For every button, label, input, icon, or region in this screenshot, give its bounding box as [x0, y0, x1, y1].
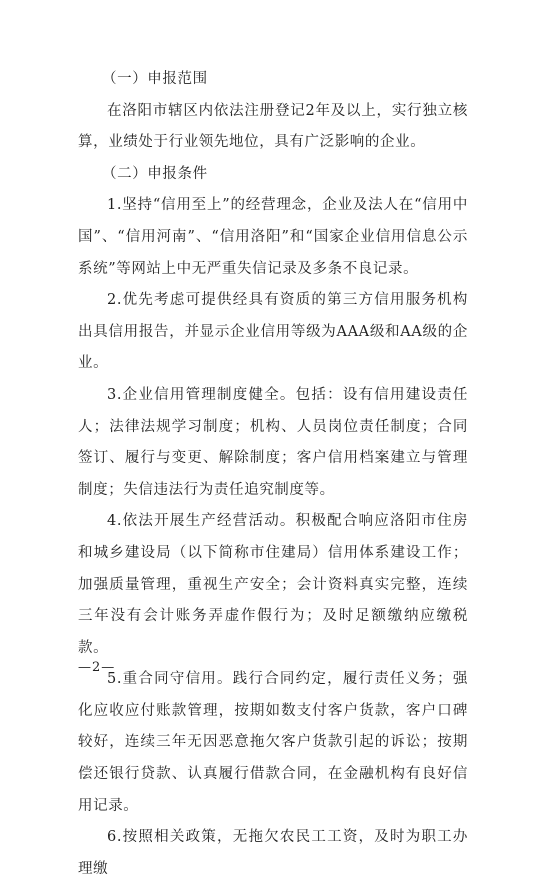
page-number: —2—: [78, 660, 116, 675]
document-body: [78, 64, 468, 885]
section-heading-scope: （一）申报范围: [102, 71, 208, 87]
condition-item-5: 5.重合同守信用。践行合同约定，履行责任义务；强化应收应付账款管理，按期如数支付客户货款，客户口碑较好，连续三年无因恶意拖欠客户货款引起的诉讼；按期偿还银行贷款、认真履行借款合同，在金融机构有良好信用记录。: [78, 671, 468, 814]
condition-item-2: 2.优先考虑可提供经具有资质的第三方信用服务机构出具信用报告，并显示企业信用等级为AAA级和AA级的企业。: [78, 292, 468, 372]
condition-item-4: 4.依法开展生产经营活动。积极配合响应洛阳市住房和城乡建设局（以下简称市住建局）信用体系建设工作；加强质量管理，重视生产安全；会计资料真实完整，连续三年没有会计账务弄虚作假行为；及时足额缴纳应缴税款。: [78, 513, 468, 656]
condition-item-3: 3.企业信用管理制度健全。包括：设有信用建设责任人；法律法规学习制度；机构、人员岗位责任制度；合同签订、履行与变更、解除制度；客户信用档案建立与管理制度；失信违法行为责任追究制度等。: [78, 386, 468, 498]
condition-item-6: 6.按照相关政策，无拖欠农民工工资，及时为职工办理缴: [78, 829, 468, 877]
paragraph-scope: 在洛阳市辖区内依法注册登记2年及以上，实行独立核算，业绩处于行业领先地位，具有广泛影响的企业。: [78, 102, 468, 151]
condition-item-1: 1.坚持“信用至上”的经营理念，企业及法人在“信用中国”、“信用河南”、“信用洛阳”和“国家企业信用信息公示系统”等网站上中无严重失信记录及多条不良记录。: [78, 197, 468, 277]
section-heading-conditions: （二）申报条件: [102, 165, 208, 182]
